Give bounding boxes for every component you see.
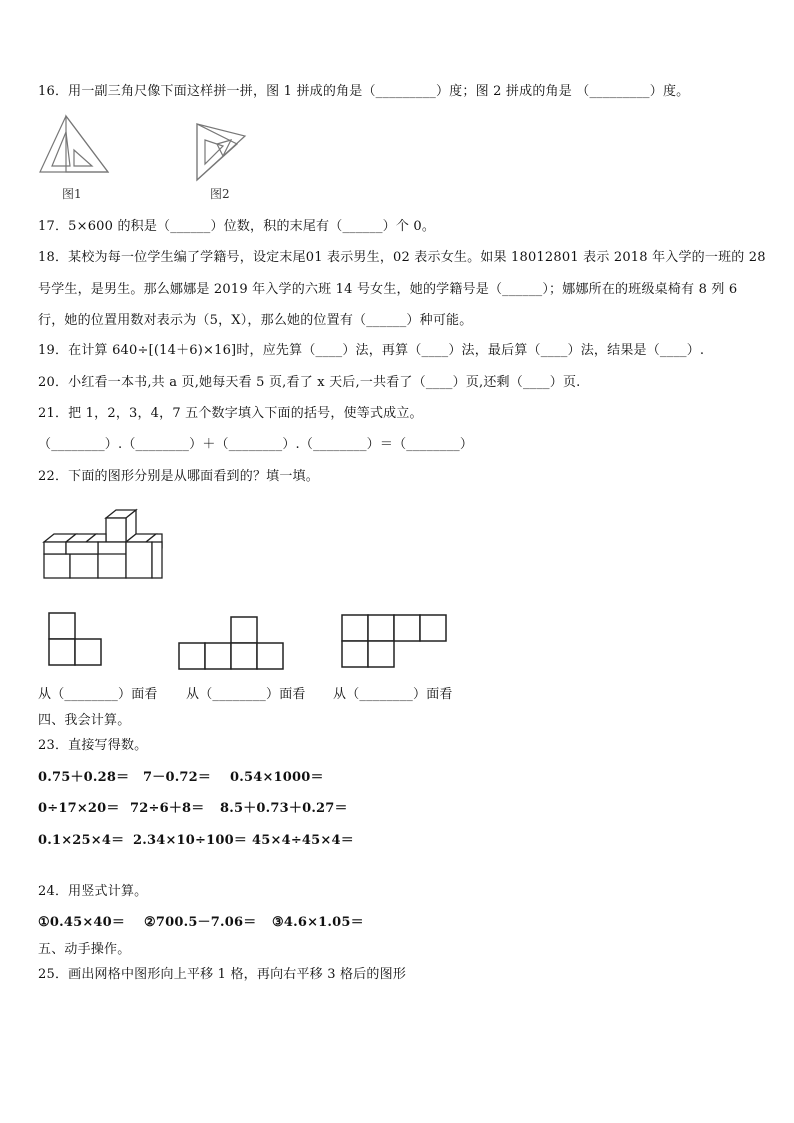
view-3-figure (340, 613, 448, 669)
figure-2-set-squares (195, 122, 247, 182)
figure-1-set-squares (38, 114, 110, 178)
view-1-answer: 从（________）面看 (38, 687, 158, 702)
calc-r3-c1: 0.1×25×4＝ (38, 833, 125, 848)
inner-hole-right (74, 150, 92, 166)
question-21-equation: （________）.（________）＋（________）.（________）＝（________） (38, 437, 474, 452)
question-20: 20．小红看一本书,共 a 页,她每天看 5 页,看了 x 天后,一共看了（____）页,还剩（____）页. (38, 375, 581, 390)
vertical-calc-3: ③4.6×1.05＝ (272, 915, 364, 930)
view-1-figure (47, 611, 103, 667)
question-21: 21．把 1，2，3，4，7 五个数字填入下面的括号，使等式成立。 (38, 406, 423, 421)
calc-r3-c2: 2.34×10÷100＝ (133, 833, 248, 848)
second-triangle (66, 116, 108, 172)
view-3-answer: 从（________）面看 (333, 687, 453, 702)
question-19: 19．在计算 640÷[(14＋6)×16]时，应先算（____）法，再算（____）法，最后算（____）法，结果是（____）. (38, 343, 705, 358)
calc-r2-c2: 72÷6＋8＝ (130, 801, 205, 816)
question-16: 16．用一副三角尺像下面这样拼一拼，图 1 拼成的角是（_________）度；图 2 拼成的角是 （_________）度。 (38, 84, 690, 99)
question-22: 22．下面的图形分别是从哪面看到的？填一填。 (38, 469, 319, 484)
calc-r3-c3: 45×4÷45×4＝ (252, 833, 354, 848)
figure-1-caption: 图1 (62, 187, 82, 201)
calc-r2-c3: 8.5＋0.73＋0.27＝ (220, 801, 348, 816)
calc-r2-c1: 0÷17×20＝ (38, 801, 120, 816)
question-17: 17．5×600 的积是（______）位数，积的末尾有（______）个 0。 (38, 219, 436, 234)
question-18-line-3: 行，她的位置用数对表示为（5，X），那么她的位置有（______）种可能。 (38, 313, 473, 328)
view-2-figure (177, 615, 285, 671)
vertical-calc-2: ②700.5－7.06＝ (144, 915, 257, 930)
question-23: 23．直接写得数。 (38, 738, 148, 753)
figure-2-caption: 图2 (210, 187, 230, 201)
inner-hole-b (217, 140, 231, 156)
cube-stack-figure (44, 508, 166, 580)
section-4-heading: 四、我会计算。 (38, 713, 131, 728)
inner-hole-left (52, 132, 70, 166)
question-25: 25．画出网格中图形向上平移 1 格，再向右平移 3 格后的图形 (38, 967, 407, 982)
question-18-line-1: 18．某校为每一位学生编了学籍号，设定末尾01 表示男生，02 表示女生。如果 18012801 表示 2018 年入学的一班的 28 (38, 250, 766, 265)
calc-r1-c3: 0.54×1000＝ (230, 770, 324, 785)
question-18-line-2: 号学生，是男生。那么娜娜是 2019 年入学的六班 14 号女生，她的学籍号是（______）；娜娜所在的班级桌椅有 8 列 6 (38, 282, 738, 297)
calc-r1-c1: 0.75＋0.28＝ (38, 770, 130, 785)
view-2-answer: 从（________）面看 (186, 687, 306, 702)
calc-r1-c2: 7－0.72＝ (143, 770, 212, 785)
vertical-calc-1: ①0.45×40＝ (38, 915, 126, 930)
question-24: 24．用竖式计算。 (38, 884, 148, 899)
section-5-heading: 五、动手操作。 (38, 942, 131, 957)
